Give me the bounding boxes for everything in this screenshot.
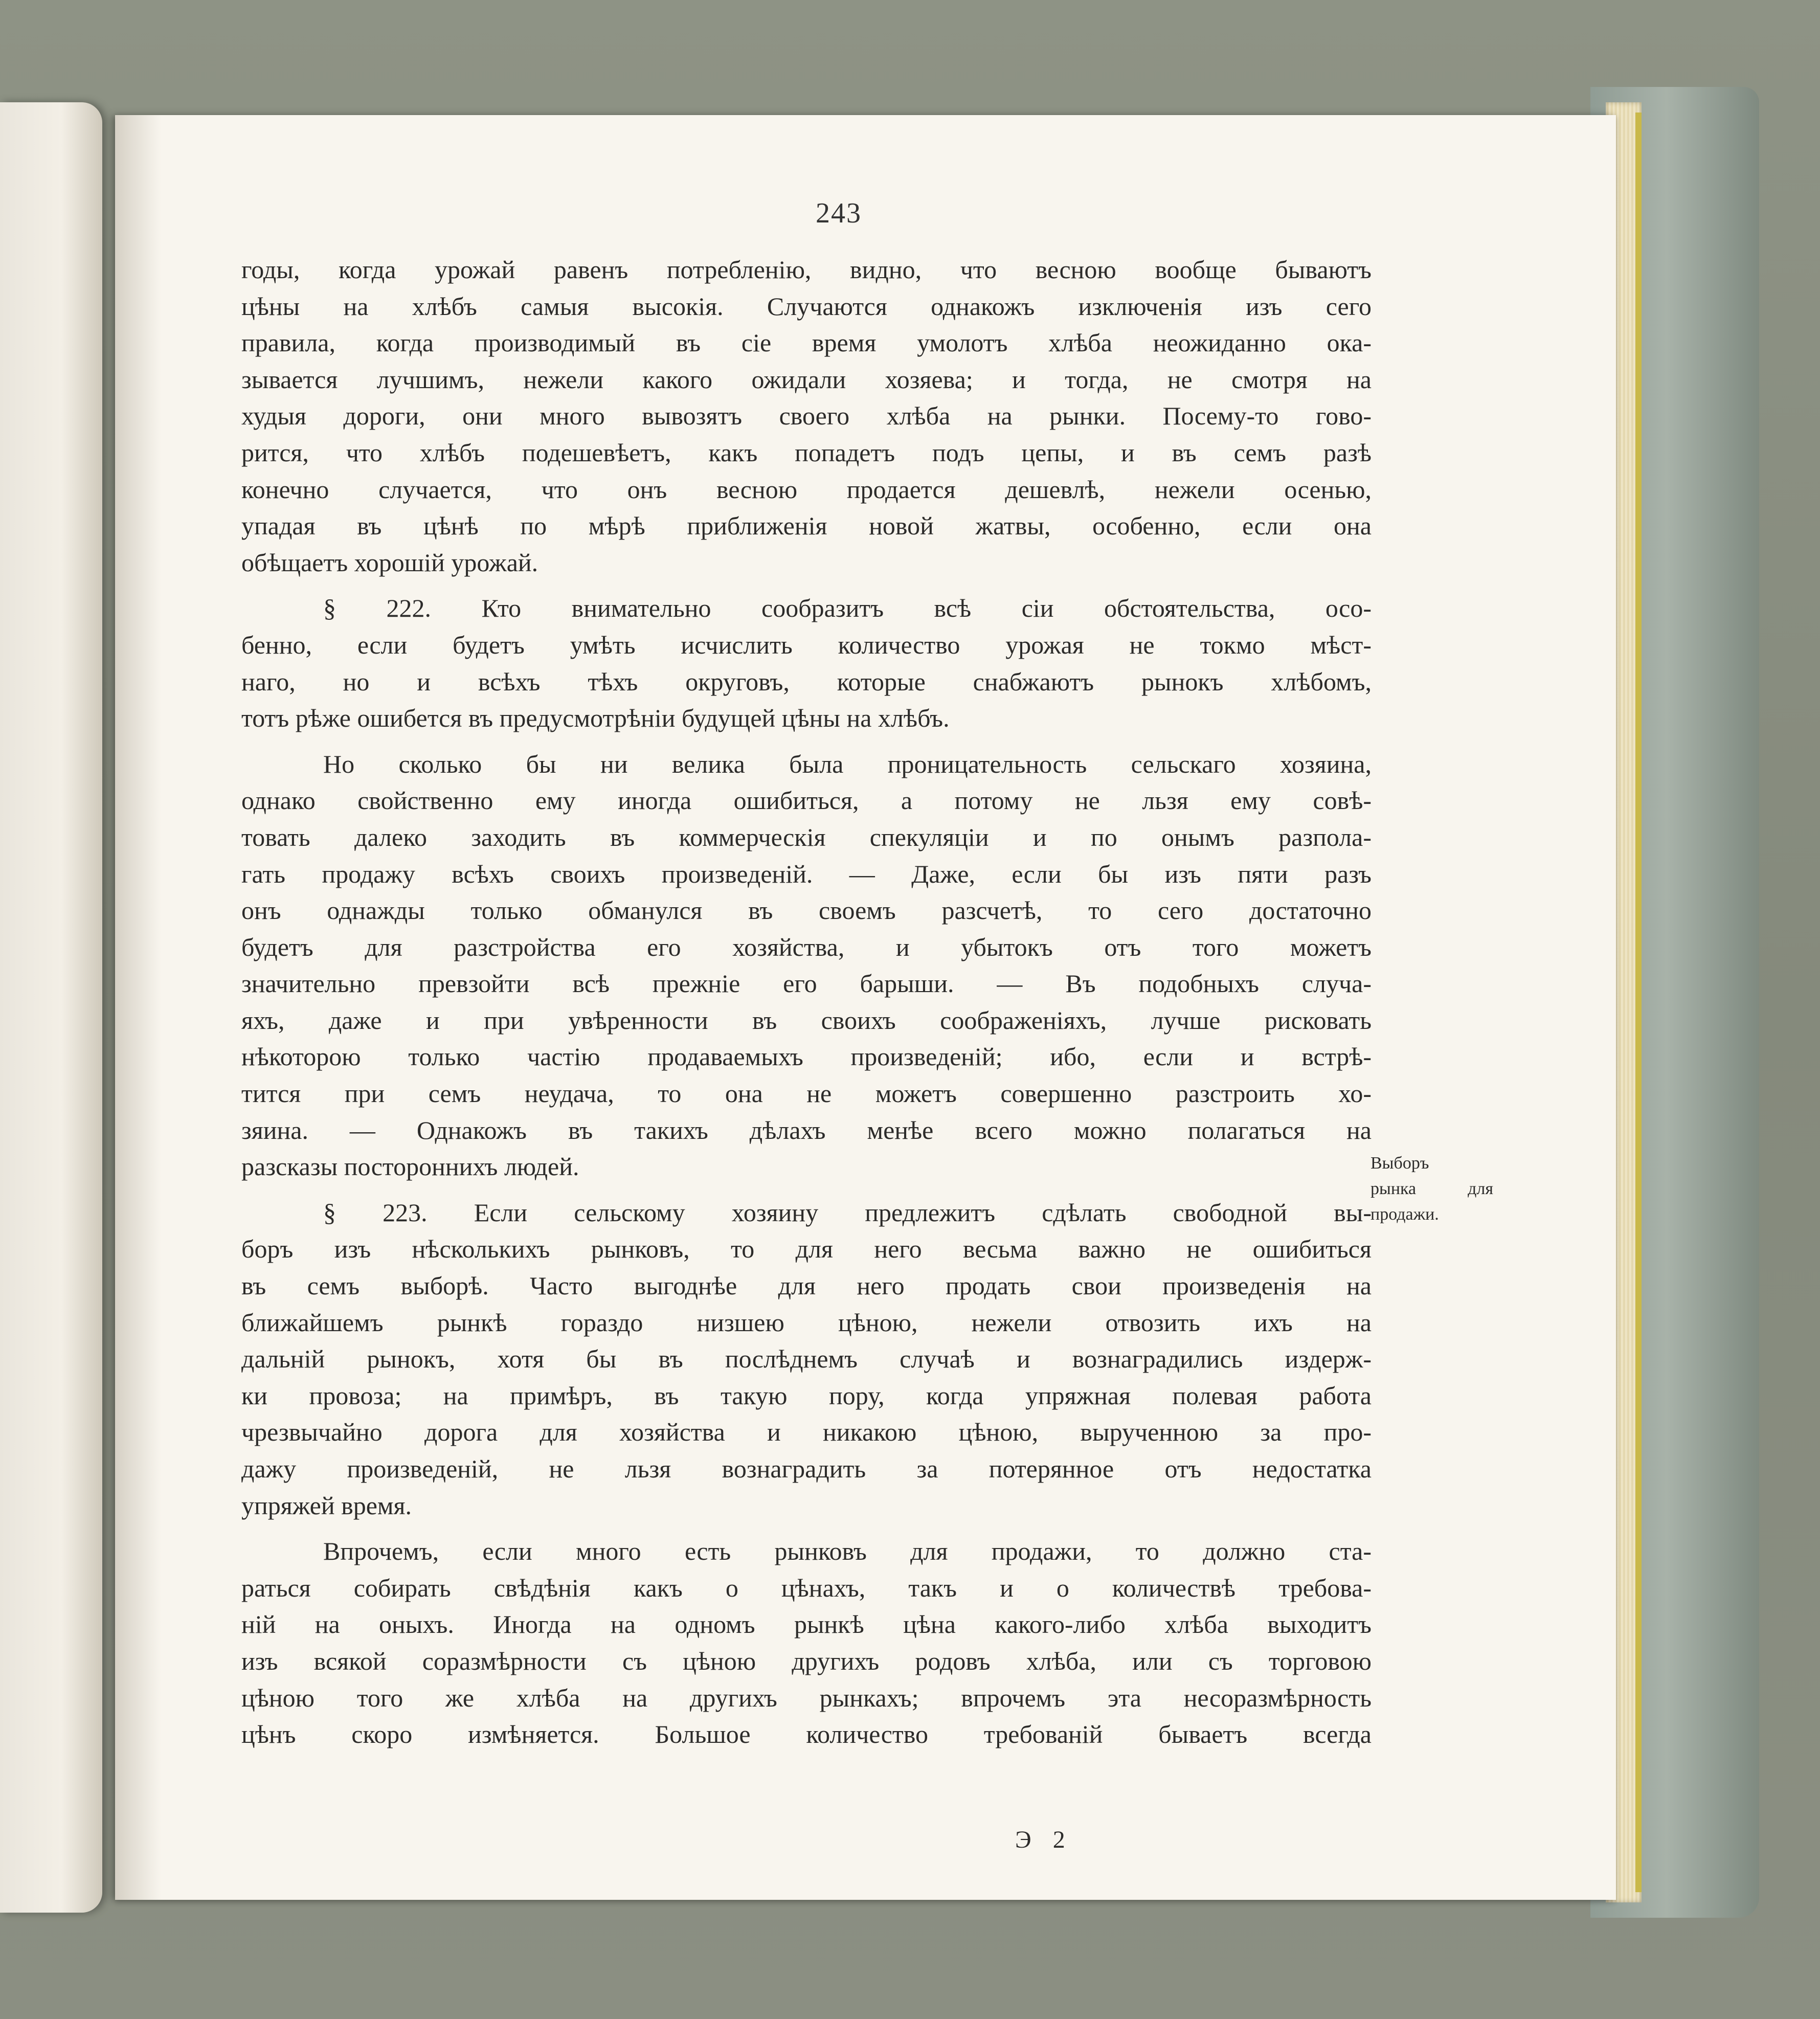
text-line: ближайшемъ рынкѣ гораздо низшею цѣною, нежели отвозить ихъ на (241, 1308, 1372, 1337)
marginal-note (1370, 1151, 1493, 1227)
text-line: наго, но и всѣхъ тѣхъ округовъ, которые снабжаютъ рынокъ хлѣбомъ, (241, 667, 1372, 696)
text-line: значительно превзойти всѣ прежніе его барыши. — Въ подобныхъ случа- (241, 969, 1372, 998)
text-line: товать далеко заходить въ коммерческія спекуляціи и по онымъ разпола- (241, 822, 1372, 851)
text-line: дажу произведеній, не льзя вознаградить за потерянное отъ недостатка (241, 1454, 1372, 1483)
text-line: обѣщаетъ хорошій урожай. (241, 548, 538, 577)
text-line: конечно случается, что онъ весною продается дешевлѣ, нежели осенью, (241, 475, 1372, 504)
text-line: бенно, если будетъ умѣть исчислить количество урожая не токмо мѣст- (241, 630, 1372, 659)
text-line: цѣною того же хлѣба на другихъ рынкахъ; впрочемъ эта несоразмѣрность (241, 1683, 1372, 1712)
marginal-note-line: рынка для (1370, 1179, 1493, 1198)
text-line: зывается лучшимъ, нежели какого ожидали хозяева; и тогда, не смотря на (241, 365, 1372, 394)
text-line: чрезвычайно дорога для хозяйства и никакою цѣною, вырученною за про- (241, 1418, 1372, 1447)
text-line: годы, когда урожай равенъ потребленію, видно, что весною вообще бываютъ (241, 255, 1372, 284)
paragraph-gap (241, 1185, 1372, 1195)
text-line: § 223. Если сельскому хозяину предлежитъ сдѣлать свободной вы- (323, 1198, 1372, 1227)
text-line: дальній рынокъ, хотя бы въ послѣднемъ случаѣ и вознаградились издерж- (241, 1344, 1372, 1374)
paragraph-gap (241, 581, 1372, 590)
text-line: въ семъ выборѣ. Часто выгоднѣе для него продать свои произведенія на (241, 1271, 1372, 1300)
text-line: правила, когда производимый въ сіе время умолотъ хлѣба неожиданно ока- (241, 328, 1372, 357)
text-line: худыя дороги, они много вывозятъ своего хлѣба на рынки. Посему-то гово- (241, 401, 1372, 431)
text-line: тотъ рѣже ошибется въ предусмотрѣніи будущей цѣны на хлѣбъ. (241, 704, 950, 733)
text-line: изъ всякой соразмѣрности съ цѣною другихъ родовъ хлѣба, или съ торговою (241, 1646, 1372, 1675)
text-line: упряжей время. (241, 1491, 412, 1520)
paragraph-gap (241, 1524, 1372, 1533)
text-line: боръ изъ нѣсколькихъ рынковъ, то для него весьма важно не ошибиться (241, 1235, 1372, 1264)
text-line: онъ однажды только обманулся въ своемъ разсчетѣ, то сего достаточно (241, 896, 1372, 925)
body-text (241, 252, 1372, 1753)
text-line: упадая въ цѣнѣ по мѣрѣ приближенія новой жатвы, особенно, если она (241, 511, 1372, 541)
book-page (115, 115, 1616, 1900)
text-line: ній на оныхъ. Иногда на одномъ рынкѣ цѣна какого-либо хлѣба выходитъ (241, 1610, 1372, 1639)
left-page-curl (0, 102, 102, 1913)
text-line: разсказы постороннихъ людей. (241, 1152, 579, 1181)
text-line: цѣны на хлѣбъ самыя высокія. Случаются однакожъ изключенія изъ сего (241, 291, 1372, 321)
text-line: будетъ для разстройства его хозяйства, и убытокъ отъ того можетъ (241, 932, 1372, 961)
printer-signature-mark: Э 2 (1015, 1826, 1065, 1853)
text-line: § 222. Кто внимательно сообразитъ всѣ сіи обстоятельства, осо- (323, 594, 1372, 623)
text-line: гать продажу всѣхъ своихъ произведеній. — Даже, если бы изъ пяти разъ (241, 859, 1372, 888)
text-line: цѣнъ скоро измѣняется. Большое количество требованій бываетъ всегда (241, 1720, 1372, 1749)
text-line: зяина. — Однакожъ въ такихъ дѣлахъ менѣе всего можно полагаться на (241, 1115, 1372, 1145)
text-line: ки провоза; на примѣръ, въ такую пору, когда упряжная полевая работа (241, 1381, 1372, 1410)
marginal-note-line: продажи. (1370, 1205, 1439, 1224)
page-number: 243 (816, 197, 862, 229)
text-line: тится при семъ неудача, то она не можетъ совершенно разстроить хо- (241, 1079, 1372, 1108)
text-line: Но сколько бы ни велика была проницательность сельскаго хозяина, (323, 749, 1372, 778)
text-line: Впрочемъ, если много есть рынковъ для продажи, то должно ста- (323, 1537, 1372, 1566)
gutter-shadow (115, 115, 161, 1900)
text-line: раться собирать свѣдѣнія какъ о цѣнахъ, такъ и о количествѣ требова- (241, 1573, 1372, 1602)
marginal-note-line: Выборъ (1370, 1154, 1429, 1173)
paragraph-gap (241, 737, 1372, 746)
gilded-edge (1635, 113, 1642, 1892)
text-line: яхъ, даже и при увѣренности въ своихъ соображеніяхъ, лучше рисковать (241, 1005, 1372, 1035)
text-line: рится, что хлѣбъ подешевѣетъ, какъ попадетъ подъ цепы, и въ семъ разѣ (241, 438, 1372, 467)
text-line: однако свойственно ему иногда ошибиться, а потому не льзя ему совѣ- (241, 786, 1372, 815)
text-line: нѣкоторою только частію продаваемыхъ произведеній; ибо, если и встрѣ- (241, 1042, 1372, 1071)
